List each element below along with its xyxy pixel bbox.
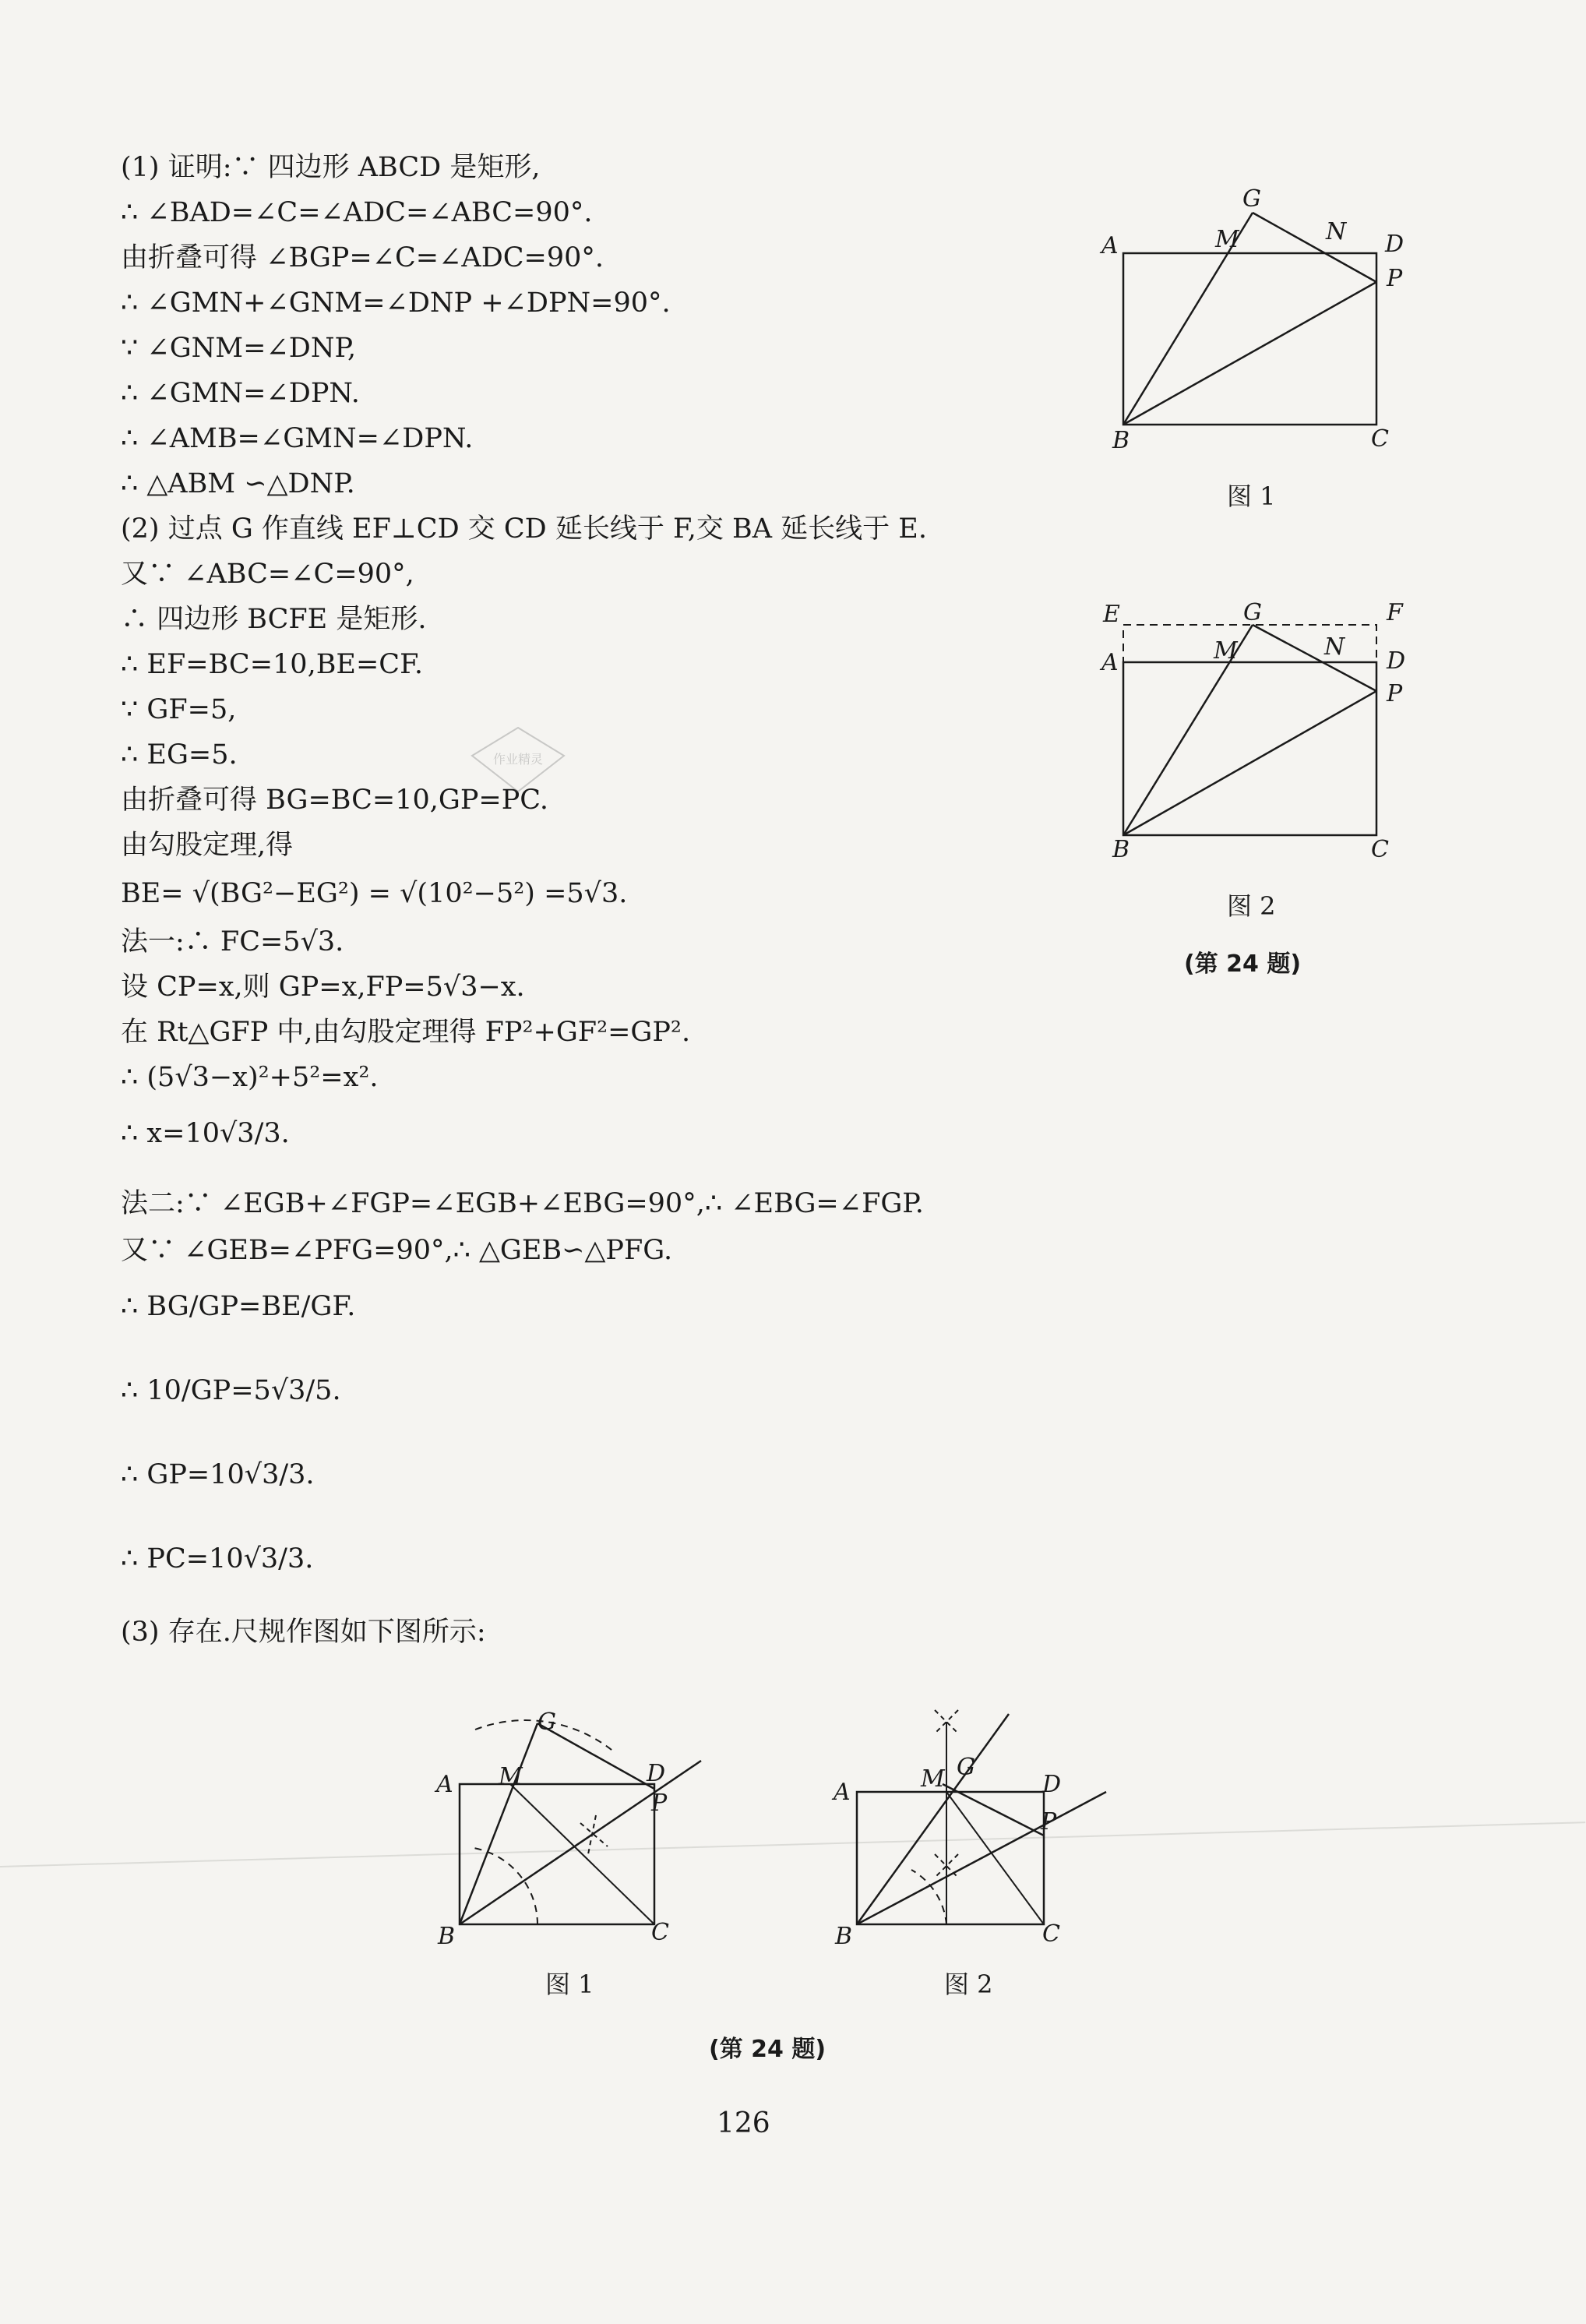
p2-line6: ∴ EG=5. — [121, 739, 238, 771]
label-a: A — [834, 1779, 851, 1806]
stamp-text: 作业精灵 — [492, 752, 544, 767]
p2-line8: 由勾股定理,得 — [121, 830, 294, 861]
bottom-figure-2-diagram — [826, 1698, 1122, 1955]
construction-arc-1 — [474, 1848, 537, 1924]
label-e: E — [1103, 601, 1120, 628]
label-d: D — [1387, 647, 1406, 675]
top-figure-2-caption: 图 2 — [1227, 891, 1276, 921]
label-p: P — [651, 1790, 668, 1817]
method2-line3: ∴ BG/GP=BE/GF. — [121, 1291, 356, 1322]
label-m: M — [921, 1765, 945, 1793]
label-a: A — [1101, 232, 1119, 259]
p2-line2: 又∵ ∠ABC=∠C=90°, — [121, 559, 414, 590]
label-n: N — [1324, 633, 1345, 661]
label-b: B — [1112, 836, 1130, 863]
method1-line5: ∴ x=10√3/3. — [121, 1118, 290, 1149]
segment-bp — [1123, 282, 1376, 425]
label-d: D — [1042, 1771, 1062, 1798]
label-d: D — [647, 1760, 666, 1787]
watermark-stamp-icon — [467, 725, 569, 795]
p2-line7: 由折叠可得 BG=BC=10,GP=PC. — [121, 785, 548, 816]
rectangle-abcd — [1123, 253, 1376, 425]
method2-line6: ∴ PC=10√3/3. — [121, 1543, 314, 1575]
rectangle-abcd — [1123, 662, 1376, 835]
label-f: F — [1387, 599, 1403, 626]
top-figure-2-diagram — [1098, 592, 1426, 873]
p2-line5: ∵ GF=5, — [121, 694, 237, 725]
p1-line1: (1) 证明:∵ 四边形 ABCD 是矩形, — [121, 152, 541, 183]
label-g: G — [1242, 185, 1261, 213]
construction-cross — [580, 1815, 608, 1854]
construction-arc-1 — [911, 1870, 946, 1924]
label-a: A — [1101, 649, 1119, 676]
rectangle-abcd — [460, 1784, 654, 1924]
method1-line2: 设 CP=x,则 GP=x,FP=5√3−x. — [121, 972, 525, 1003]
p1-line2: ∴ ∠BAD=∠C=∠ADC=∠ABC=90°. — [121, 197, 593, 228]
top-figure-2 — [1098, 592, 1426, 876]
method1-line4: ∴ (5√3−x)²+5²=x². — [121, 1062, 379, 1093]
label-m: M — [1215, 226, 1239, 253]
p1-line4: ∴ ∠GMN+∠GNM=∠DNP +∠DPN=90°. — [121, 287, 671, 319]
p2-line1: (2) 过点 G 作直线 EF⊥CD 交 CD 延长线于 F,交 BA 延长线于 E. — [121, 513, 927, 545]
p2-line4: ∴ EF=BC=10,BE=CF. — [121, 649, 424, 680]
method2-line4: ∴ 10/GP=5√3/5. — [121, 1375, 341, 1406]
label-c: C — [651, 1919, 669, 1946]
label-a: A — [436, 1771, 453, 1798]
label-c: C — [1042, 1920, 1060, 1948]
method2-line5: ∴ GP=10√3/3. — [121, 1459, 315, 1490]
bottom-figures-group-caption: (第 24 题) — [709, 2036, 826, 2063]
label-p: P — [1387, 265, 1403, 292]
p1-line6: ∴ ∠GMN=∠DPN. — [121, 378, 360, 409]
p2-line9: BE= √(BG²−EG²) = √(10²−5²) =5√3. — [121, 878, 628, 909]
top-figure-1-diagram — [1098, 183, 1426, 464]
label-g: G — [1243, 599, 1262, 626]
bottom-figure-1-diagram — [421, 1706, 717, 1955]
p3-line1: (3) 存在.尺规作图如下图所示: — [121, 1617, 486, 1648]
label-p: P — [1387, 680, 1403, 707]
label-c: C — [1371, 425, 1389, 453]
top-figure-1-caption: 图 1 — [1227, 481, 1276, 511]
label-n: N — [1326, 218, 1347, 245]
segment-bg — [460, 1723, 537, 1924]
label-m: M — [1214, 637, 1238, 665]
label-m: M — [499, 1763, 523, 1790]
segment-mc — [510, 1784, 654, 1924]
label-b: B — [438, 1923, 456, 1950]
label-g: G — [957, 1754, 975, 1781]
bottom-figure-2-caption: 图 2 — [944, 1970, 993, 1999]
page-number: 126 — [717, 2107, 770, 2139]
segment-bp — [1123, 691, 1376, 835]
method2-line1: 法二:∵ ∠EGB+∠FGP=∠EGB+∠EBG=90°,∴ ∠EBG=∠FGP. — [121, 1188, 924, 1219]
top-figures-group-caption: (第 24 题) — [1184, 950, 1302, 978]
method1-line3: 在 Rt△GFP 中,由勾股定理得 FP²+GF²=GP². — [121, 1017, 691, 1048]
p2-line3: ∴ 四边形 BCFE 是矩形. — [121, 604, 427, 635]
p1-line7: ∴ ∠AMB=∠GMN=∠DPN. — [121, 423, 474, 454]
rectangle-abcd — [857, 1792, 1044, 1924]
segment-gp — [1253, 625, 1376, 691]
p1-line3: 由折叠可得 ∠BGP=∠C=∠ADC=90°. — [121, 242, 604, 273]
method1-line1: 法一:∴ FC=5√3. — [121, 926, 344, 957]
bottom-figure-2 — [826, 1698, 1122, 1959]
top-figure-1 — [1098, 183, 1426, 467]
label-d: D — [1385, 231, 1404, 258]
label-g: G — [537, 1709, 556, 1736]
label-b: B — [1112, 427, 1130, 454]
segment-bg-extended — [857, 1714, 1009, 1924]
bottom-figure-1-caption: 图 1 — [545, 1970, 594, 1999]
label-c: C — [1371, 836, 1389, 863]
label-p: P — [1041, 1808, 1057, 1836]
p1-line8: ∴ △ABM ∽△DNP. — [121, 468, 355, 499]
segment-gp — [1253, 213, 1376, 282]
p1-line5: ∵ ∠GNM=∠DNP, — [121, 333, 357, 364]
method2-line2: 又∵ ∠GEB=∠PFG=90°,∴ △GEB∽△PFG. — [121, 1235, 673, 1266]
segment-bp-extended — [857, 1792, 1106, 1924]
label-b: B — [835, 1923, 853, 1950]
bottom-figure-1 — [421, 1706, 717, 1959]
scan-artifact-line — [0, 1821, 1585, 1867]
